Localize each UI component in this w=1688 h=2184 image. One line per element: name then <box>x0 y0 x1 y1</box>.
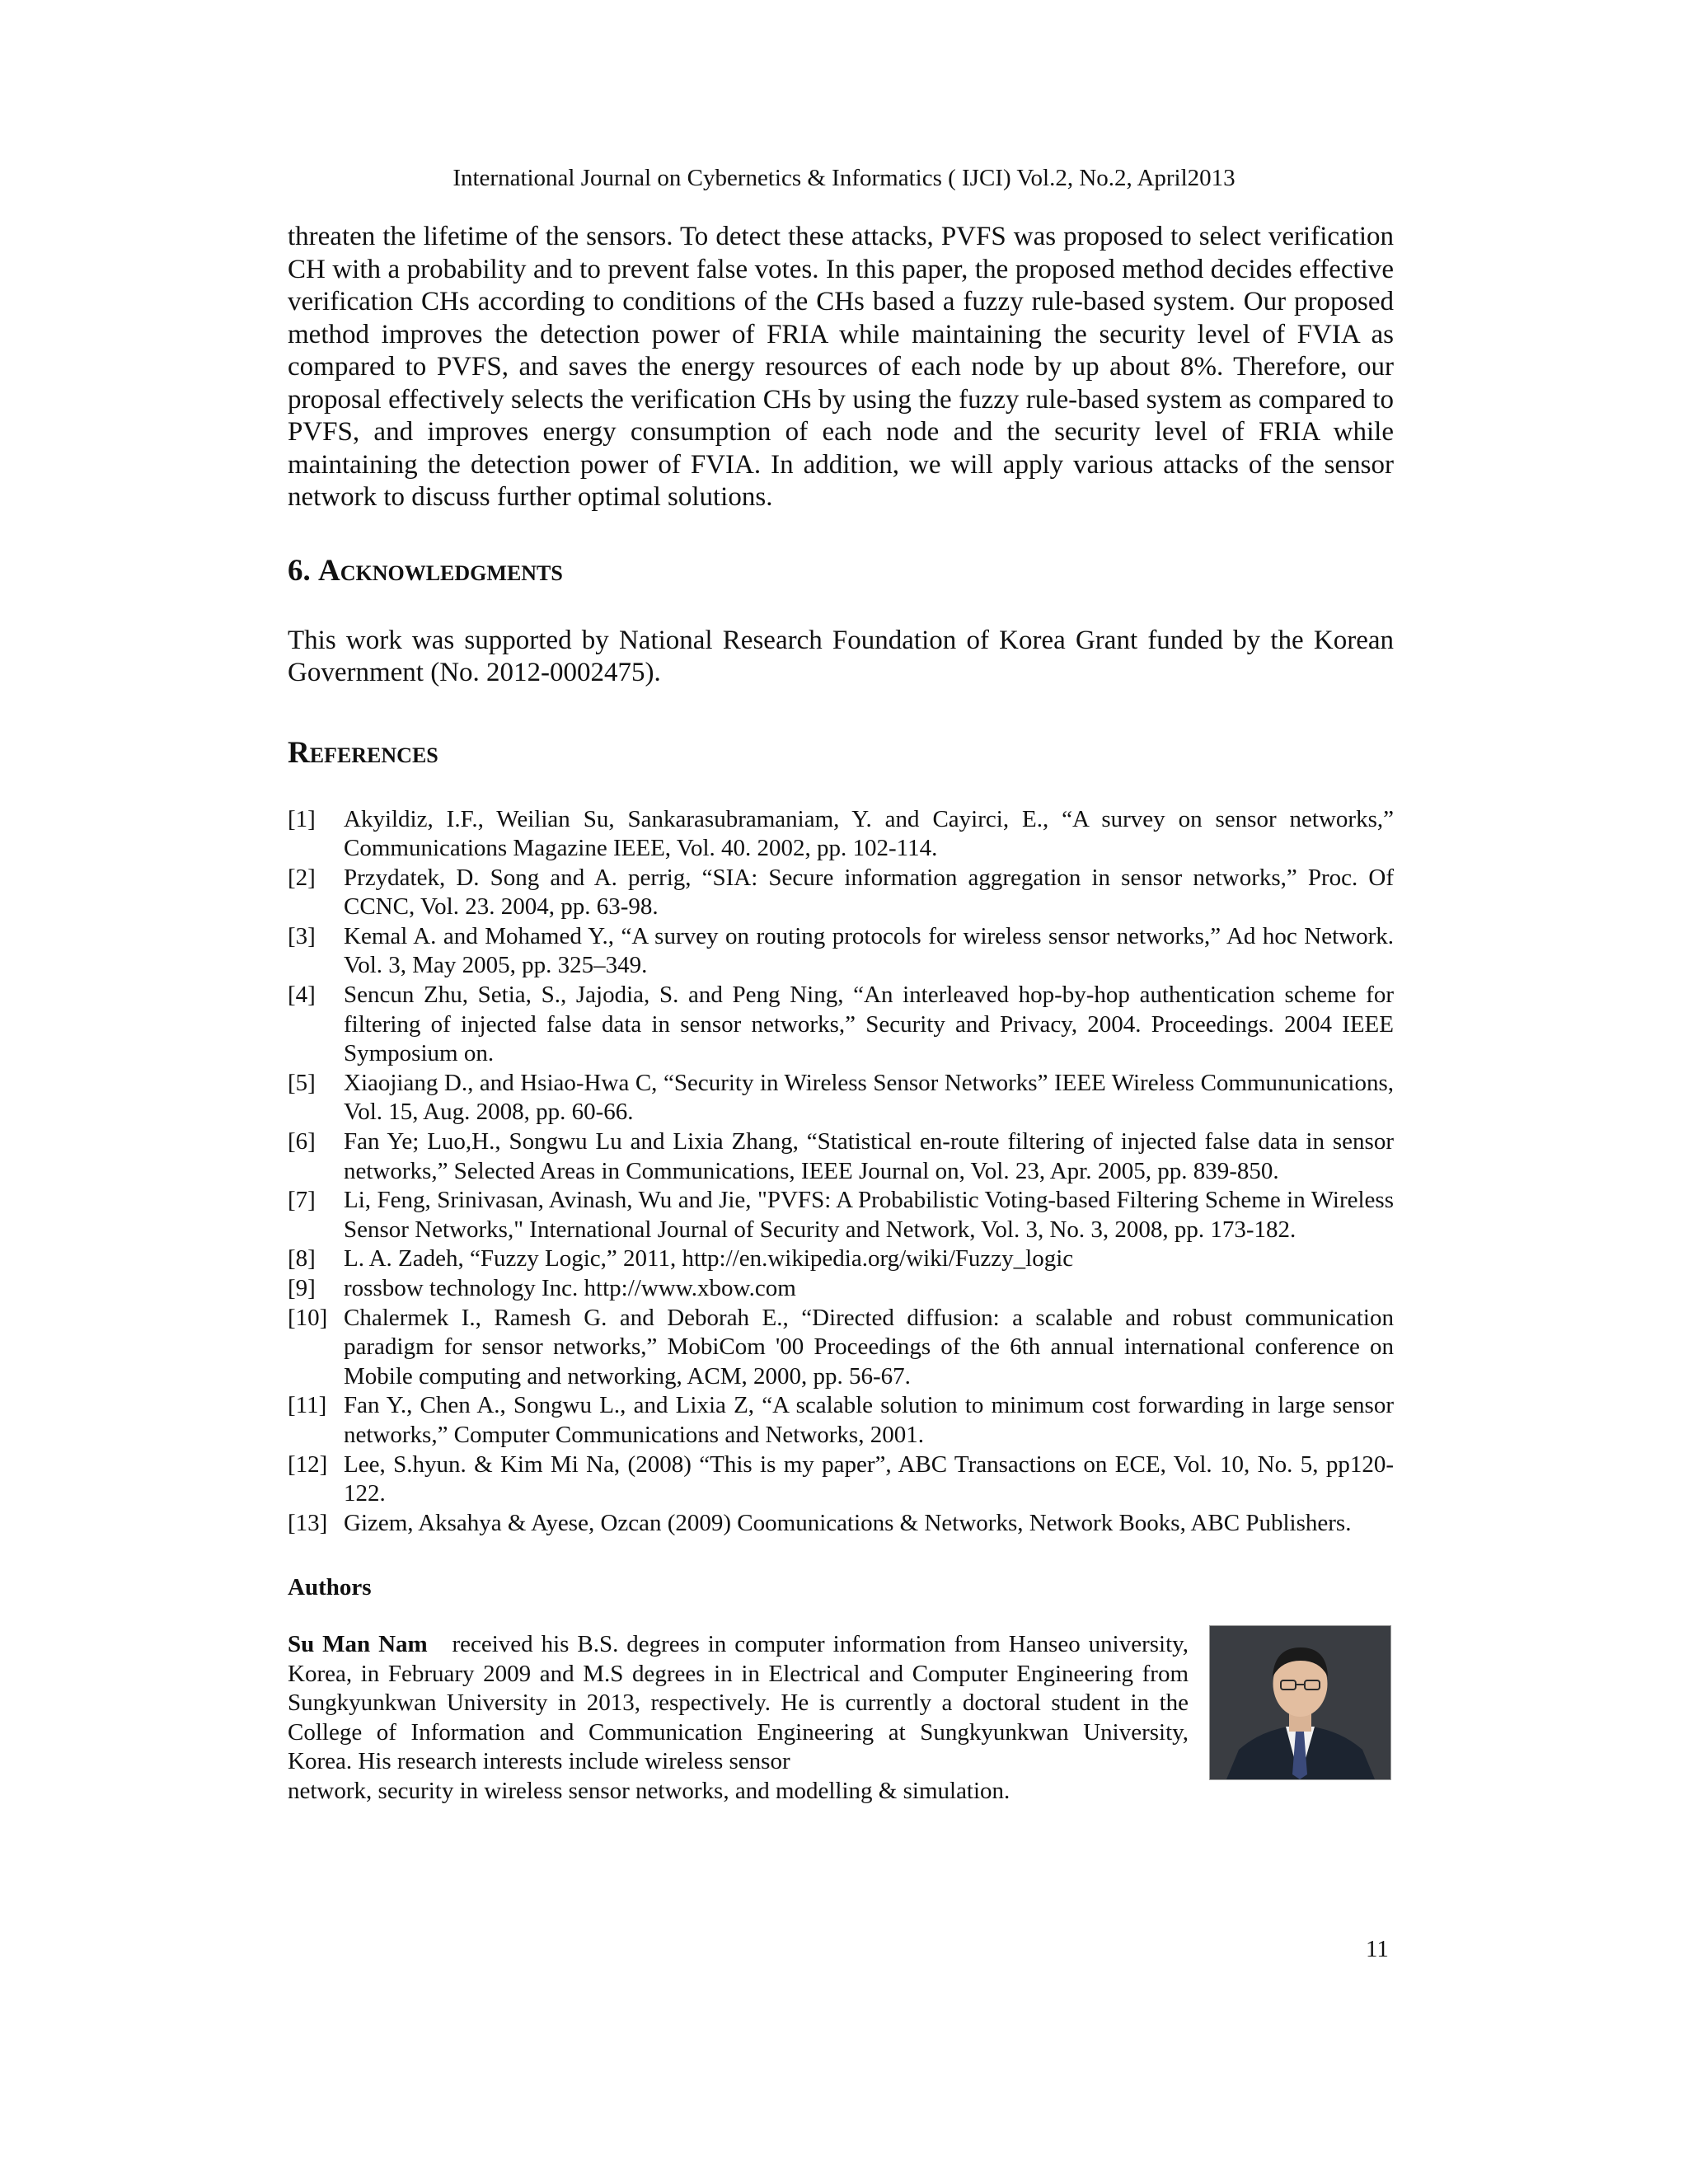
reference-text: L. A. Zadeh, “Fuzzy Logic,” 2011, http://en.wikipedia.org/wiki/Fuzzy_logic <box>344 1245 1074 1272</box>
reference-item <box>288 1304 1394 1392</box>
author-bio-text: received his B.S. degrees in computer information from Hanseo university, Korea, in February 2009 and M.S degrees in in Electrical and Computer Engineering from Sungkyunkwan University in 2013, respectively. He is currently a doctoral student in the College of Information and Communication Engineering at Sungkyunkwan University, Korea. His research interests include wireless sensor <box>288 1631 1189 1775</box>
reference-text: Lee, S.hyun. & Kim Mi Na, (2008) “This is my paper”, ABC Transactions on ECE, Vol. 10, No. 5, pp120-122. <box>344 1451 1394 1507</box>
acknowledgments-text: This work was supported by National Research Foundation of Korea Grant funded by the Korean Government (No. 2012-0002475). <box>288 625 1394 687</box>
reference-text: Fan Y., Chen A., Songwu L., and Lixia Z, “A scalable solution to minimum cost forwarding in large sensor networks,” Computer Communications and Networks, 2001. <box>344 1392 1394 1448</box>
reference-text: Akyildiz, I.F., Weilian Su, Sankarasubramaniam, Y. and Cayirci, E., “A survey on sensor networks,” Communications Magazine IEEE, Vol. 40. 2002, pp. 102-114. <box>344 805 1394 862</box>
reference-item <box>288 922 1394 981</box>
reference-number: [11] <box>288 1392 327 1419</box>
reference-item <box>288 864 1394 922</box>
page-content <box>288 221 1394 1806</box>
reference-number: [6] <box>288 1128 316 1155</box>
author-bio <box>288 1630 1189 1777</box>
reference-item <box>288 1274 1394 1304</box>
reference-number: [4] <box>288 982 316 1009</box>
author-portrait-image <box>1210 1626 1390 1779</box>
reference-number: [10] <box>288 1304 328 1331</box>
section-title: Acknowledgments <box>318 553 563 588</box>
reference-text: Fan Ye; Luo,H., Songwu Lu and Lixia Zhang, “Statistical en-route filtering of injected false data in sensor networks,” Selected Areas in Communications, IEEE Journal on, Vol. 23, Apr. 2005, pp. 839-850. <box>344 1128 1394 1184</box>
conclusion-paragraph: threaten the lifetime of the sensors. To detect these attacks, PVFS was proposed to select verification CH with a probability and to prevent false votes. In this paper, the proposed method decides effective verification CHs according to conditions of the CHs based a fuzzy rule-based system. Our proposed method improves the detection power of FRIA while maintaining the security level of FVIA as compared to PVFS, and saves the energy resources of each node by up about 8%. Therefore, our proposal effectively selects the verification CHs by using the fuzzy rule-based system as compared to PVFS, and improves energy consumption of each node and the security level of FRIA while maintaining the detection power of FVIA. In addition, we will apply various attacks of the sensor network to discuss further optimal solutions. <box>288 222 1394 512</box>
author-block <box>288 1630 1394 1806</box>
reference-number: [3] <box>288 922 316 949</box>
reference-item <box>288 805 1394 864</box>
reference-number: [9] <box>288 1275 316 1301</box>
reference-text: Xiaojiang D., and Hsiao-Hwa C, “Security in Wireless Sensor Networks” IEEE Wireless Commununications, Vol. 15, Aug. 2008, pp. 60-66. <box>344 1069 1394 1126</box>
reference-number: [2] <box>288 864 316 891</box>
references-heading <box>288 733 1394 774</box>
reference-text: Li, Feng, Srinivasan, Avinash, Wu and Jie, "PVFS: A Probabilistic Voting-based Filtering Scheme in Wireless Sensor Networks," International Journal of Security and Network, Vol. 3, No. 3, 2008, pp. 173-182. <box>344 1187 1394 1243</box>
running-header: International Journal on Cybernetics & Informatics ( IJCI) Vol.2, No.2, April2013 <box>452 165 1236 191</box>
acknowledgments-heading <box>288 551 1394 592</box>
reference-item <box>288 1069 1394 1127</box>
authors-heading: Authors <box>288 1574 372 1601</box>
author-photo <box>1209 1625 1391 1780</box>
author-name: Su Man Nam <box>288 1631 428 1658</box>
reference-item <box>288 1244 1394 1274</box>
reference-text: rossbow technology Inc. http://www.xbow.com <box>344 1275 796 1301</box>
section-number: 6. <box>288 553 311 588</box>
reference-number: [7] <box>288 1187 316 1214</box>
author-bio-continued: network, security in wireless sensor networks, and modelling & simulation. <box>288 1777 1010 1804</box>
reference-number: [5] <box>288 1069 316 1096</box>
reference-number: [13] <box>288 1509 328 1536</box>
reference-item <box>288 1509 1394 1539</box>
reference-text: Kemal A. and Mohamed Y., “A survey on routing protocols for wireless sensor networks,” Ad hoc Network. Vol. 3, May 2005, pp. 325–349. <box>344 922 1394 979</box>
reference-item <box>288 1451 1394 1509</box>
reference-number: [8] <box>288 1245 316 1272</box>
reference-item <box>288 1127 1394 1186</box>
reference-text: Sencun Zhu, Setia, S., Jajodia, S. and Peng Ning, “An interleaved hop-by-hop authentication scheme for filtering of injected false data in sensor networks,” Security and Privacy, 2004. Proceedings. 2004 IEEE Symposium on. <box>344 982 1394 1067</box>
reference-text: Gizem, Aksahya & Ayese, Ozcan (2009) Coomunications & Networks, Network Books, ABC Publishers. <box>344 1509 1352 1536</box>
reference-text: Przydatek, D. Song and A. perrig, “SIA: Secure information aggregation in sensor networks,” Proc. Of CCNC, Vol. 23. 2004, pp. 63-98. <box>344 864 1394 921</box>
reference-item <box>288 1391 1394 1450</box>
reference-list <box>288 805 1394 1539</box>
reference-text: Chalermek I., Ramesh G. and Deborah E., “Directed diffusion: a scalable and robust communication paradigm for sensor networks,” MobiCom '00 Proceedings of the 6th annual international conference on Mobile computing and networking, ACM, 2000, pp. 56-67. <box>344 1304 1394 1390</box>
reference-item <box>288 1186 1394 1244</box>
reference-item <box>288 981 1394 1069</box>
reference-number: [1] <box>288 805 316 832</box>
reference-number: [12] <box>288 1451 328 1478</box>
section-title: References <box>288 735 438 770</box>
page-number: 11 <box>1366 1936 1389 1962</box>
